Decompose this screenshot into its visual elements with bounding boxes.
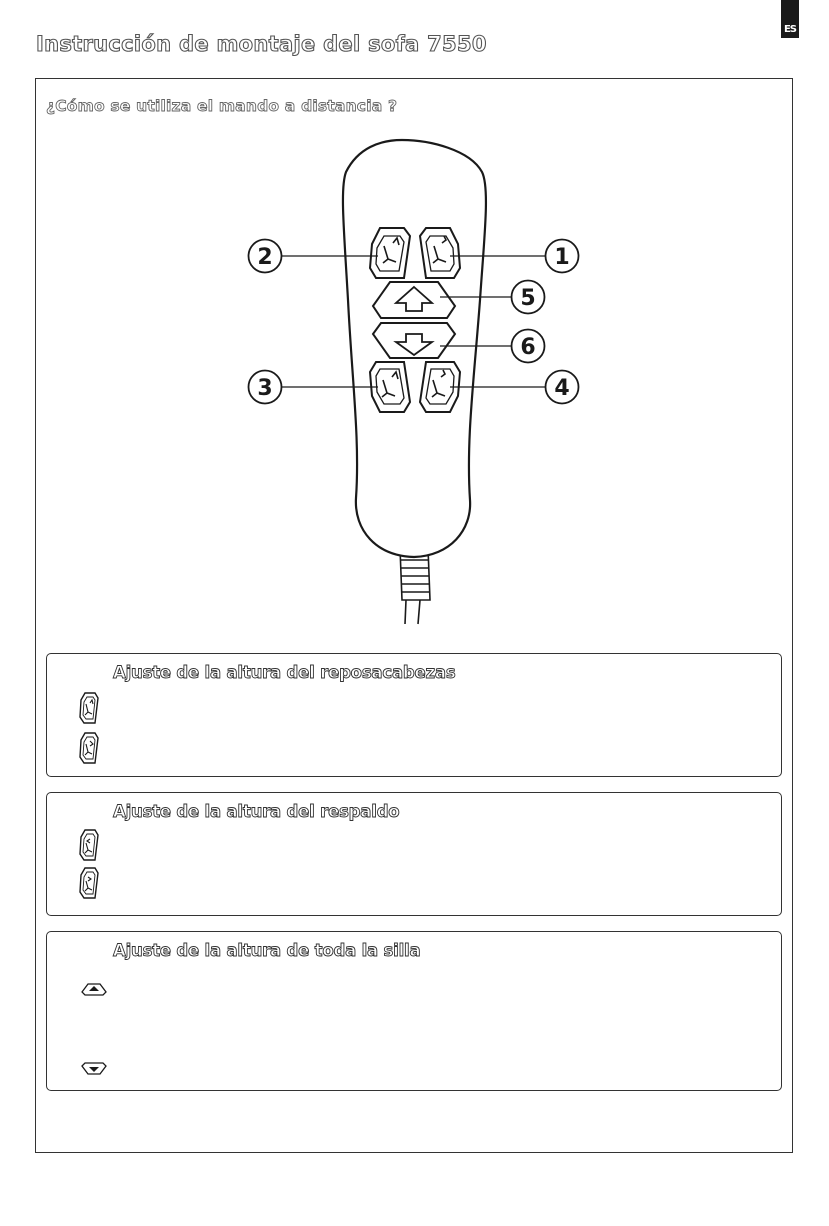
cable-icon (400, 548, 430, 624)
callout-3-label: 3 (257, 376, 273, 401)
callout-3 (249, 371, 282, 404)
callout-5 (512, 281, 545, 314)
section-heading: ¿Cómo se utiliza el mando a distancia ? (46, 97, 398, 115)
button-6-down (373, 323, 455, 358)
panel-whole-chair (46, 931, 782, 1091)
panel-headrest-title: Ajuste de la altura del reposacabezas (113, 663, 456, 682)
callout-1 (546, 240, 579, 273)
callout-2 (249, 240, 282, 273)
panel-whole-chair-title: Ajuste de la altura de toda la silla (113, 941, 421, 960)
button-5-up (373, 282, 455, 318)
button-2-headrest-up (370, 228, 410, 278)
callout-4 (546, 371, 579, 404)
button-1-headrest-down (420, 228, 460, 278)
remote-control-illustration (240, 135, 590, 630)
callout-6-label: 6 (520, 335, 536, 360)
callout-1-label: 1 (554, 245, 570, 270)
callout-6 (512, 330, 545, 363)
callout-4-label: 4 (554, 376, 570, 401)
arrow-down-icon (81, 1062, 107, 1076)
backrest-up-icon (79, 829, 99, 861)
backrest-down-icon (79, 867, 99, 899)
document-title: Instrucción de montaje del sofa 7550 (36, 32, 487, 56)
callout-2-label: 2 (257, 245, 273, 270)
callout-5-label: 5 (520, 286, 536, 311)
panel-headrest (46, 653, 782, 777)
headrest-up-icon (79, 692, 99, 724)
language-tab: ES (781, 0, 799, 38)
panel-backrest (46, 792, 782, 916)
headrest-down-icon (79, 732, 99, 764)
panel-backrest-title: Ajuste de la altura del respaldo (113, 802, 400, 821)
arrow-up-icon (81, 982, 107, 996)
